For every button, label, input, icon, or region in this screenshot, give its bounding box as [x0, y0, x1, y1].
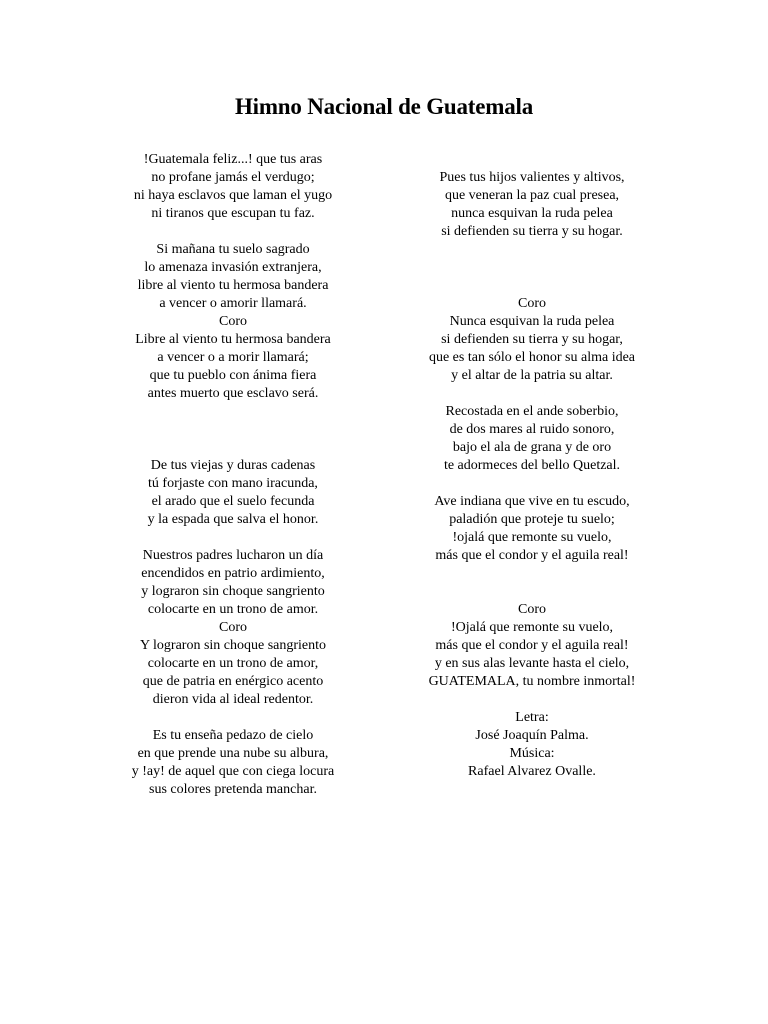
lyric-line: más que el condor y el aguila real!	[435, 638, 629, 653]
lyric-line: tú forjaste con mano iracunda,	[148, 476, 318, 491]
lyric-line: Pues tus hijos valientes y altivos,	[439, 170, 625, 185]
lyric-line: Letra:	[515, 710, 549, 725]
lyric-line: colocarte en un trono de amor,	[147, 656, 319, 671]
stanza-gap	[362, 259, 702, 277]
stanza-gap	[362, 277, 702, 295]
lyric-line: bajo el ala de grana y de oro	[452, 440, 612, 455]
lyric-line: Libre al viento tu hermosa bandera	[135, 332, 331, 347]
lyric-line: dieron vida al ideal redentor.	[152, 692, 314, 707]
lyric-line: Ave indiana que vive en tu escudo,	[434, 494, 630, 509]
lyric-line: y lograron sin choque sangriento	[141, 584, 325, 599]
lyric-line: que de patria en enérgico acento	[142, 674, 324, 689]
lyric-line: Si mañana tu suelo sagrado	[156, 242, 310, 257]
lyric-line: ni haya esclavos que laman el yugo	[133, 188, 333, 203]
lyric-line: lo amenaza invasión extranjera,	[144, 260, 322, 275]
stanza-gap	[362, 565, 702, 583]
lyric-line: y la espada que salva el honor.	[147, 512, 319, 527]
lyric-line: a vencer o a morir llamará;	[157, 350, 309, 365]
stanza-gap	[63, 223, 403, 241]
lyric-line: Es tu enseña pedazo de cielo	[152, 728, 314, 743]
lyric-line: Música:	[509, 746, 555, 761]
stanza-gap	[63, 439, 403, 457]
lyric-line: De tus viejas y duras cadenas	[150, 458, 316, 473]
right-lyrics-column	[362, 169, 702, 781]
stanza-gap	[362, 475, 702, 493]
lyric-line: !ojalá que remonte su vuelo,	[452, 530, 612, 545]
lyric-line: GUATEMALA, tu nombre inmortal!	[428, 674, 636, 689]
lyric-line: ni tiranos que escupan tu faz.	[151, 206, 315, 221]
stanza-gap	[63, 421, 403, 439]
lyric-line: te adormeces del bello Quetzal.	[443, 458, 621, 473]
stanza-gap	[362, 241, 702, 259]
lyric-line: Recostada en el ande soberbio,	[445, 404, 619, 419]
lyric-line: paladión que proteje tu suelo;	[449, 512, 615, 527]
lyric-line: Nuestros padres lucharon un día	[142, 548, 324, 563]
lyric-line: Y lograron sin choque sangriento	[139, 638, 327, 653]
lyric-line: si defienden su tierra y su hogar,	[441, 332, 623, 347]
chorus-heading: Coro	[518, 296, 546, 311]
stanza-gap	[362, 583, 702, 601]
lyric-line: no profane jamás el verdugo;	[151, 170, 315, 185]
stanza-gap	[362, 385, 702, 403]
lyric-line: que es tan sólo el honor su alma idea	[428, 350, 636, 365]
lyric-line: en que prende una nube su albura,	[137, 746, 329, 761]
lyric-line: !Guatemala feliz...! que tus aras	[143, 152, 323, 167]
lyric-line: de dos mares al ruido sonoro,	[449, 422, 615, 437]
lyric-line: antes muerto que esclavo será.	[147, 386, 319, 401]
lyric-line: colocarte en un trono de amor.	[147, 602, 319, 617]
lyric-line: Nunca esquivan la ruda pelea	[449, 314, 615, 329]
stanza-gap	[63, 709, 403, 727]
lyric-line: y en sus alas levante hasta el cielo,	[434, 656, 630, 671]
chorus-heading: Coro	[219, 620, 247, 635]
lyric-line: más que el condor y el aguila real!	[435, 548, 629, 563]
page-title: Himno Nacional de Guatemala	[234, 94, 534, 119]
lyric-line: y !ay! de aquel que con ciega locura	[131, 764, 335, 779]
lyric-line: José Joaquín Palma.	[475, 728, 589, 743]
chorus-heading: Coro	[219, 314, 247, 329]
chorus-heading: Coro	[518, 602, 546, 617]
lyric-line: a vencer o amorir llamará.	[159, 296, 307, 311]
lyric-line: si defienden su tierra y su hogar.	[441, 224, 623, 239]
lyric-line: encendidos en patrio ardimiento,	[141, 566, 325, 581]
stanza-gap	[63, 529, 403, 547]
left-lyrics-column	[63, 151, 403, 799]
lyric-line: nunca esquivan la ruda pelea	[451, 206, 613, 221]
lyric-line: libre al viento tu hermosa bandera	[137, 278, 329, 293]
lyric-line: !Ojalá que remonte su vuelo,	[450, 620, 614, 635]
lyric-line: Rafael Alvarez Ovalle.	[468, 764, 596, 779]
lyric-line: sus colores pretenda manchar.	[149, 782, 317, 797]
stanza-gap	[362, 691, 702, 709]
lyric-line: que veneran la paz cual presea,	[444, 188, 620, 203]
lyric-line: y el altar de la patria su altar.	[451, 368, 613, 383]
lyric-line: el arado que el suelo fecunda	[151, 494, 315, 509]
lyric-line: que tu pueblo con ánima fiera	[149, 368, 317, 383]
stanza-gap	[63, 403, 403, 421]
